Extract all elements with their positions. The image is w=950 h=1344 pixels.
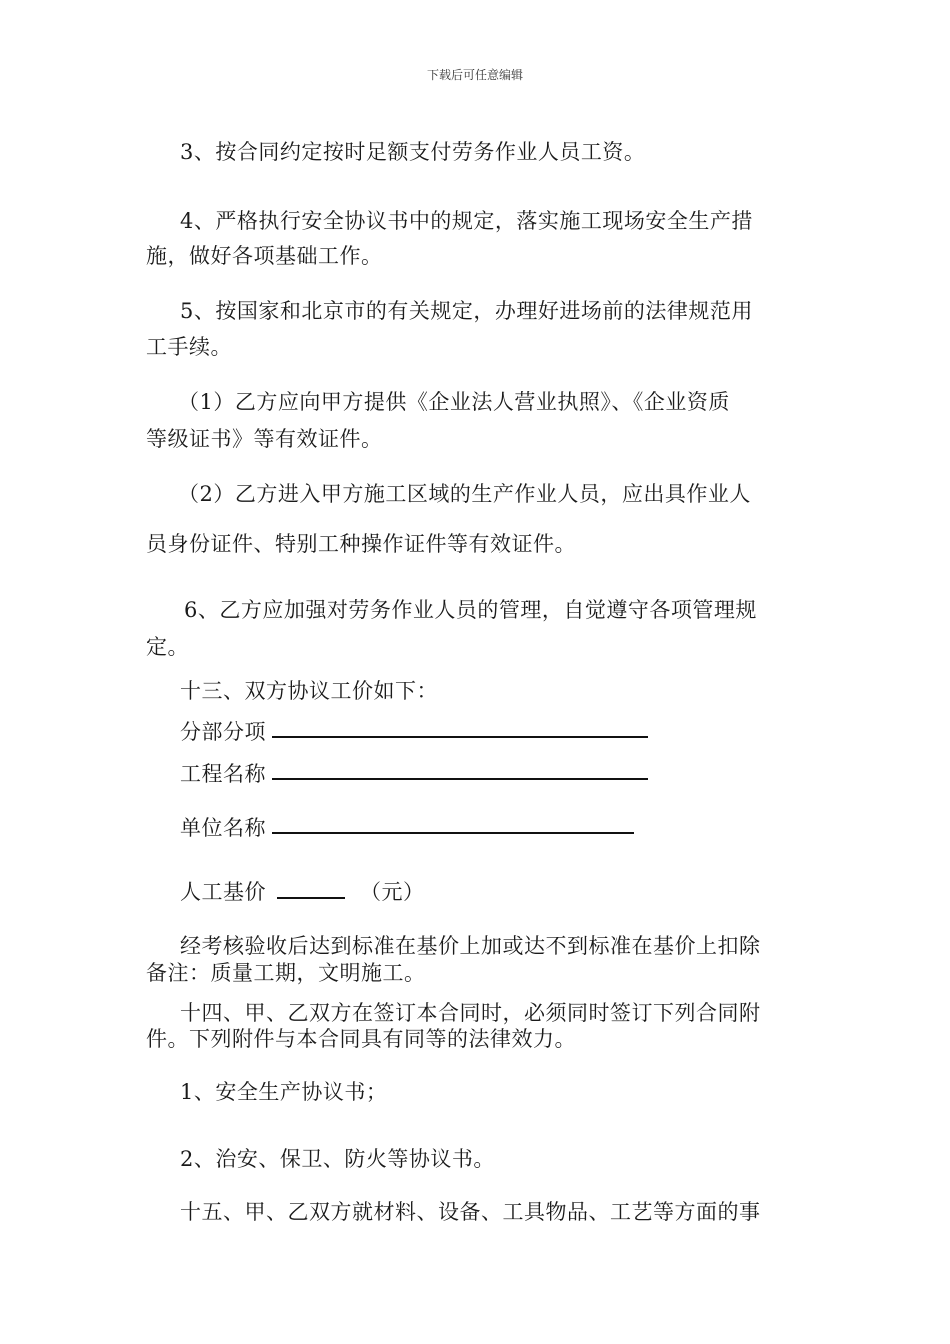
- field-label-labor-base-price: 人工基价: [180, 880, 266, 904]
- project-name-fill-line: [272, 778, 648, 780]
- clause-3: 3、按合同约定按时足额支付劳务作业人员工资。: [180, 140, 646, 164]
- clause-5-2-line2: 员身份证件、特别工种操作证件等有效证件。: [146, 532, 576, 556]
- labor-base-price-fill-line: [277, 897, 345, 899]
- section-14-line1: 十四、甲、乙双方在签订本合同时，必须同时签订下列合同附: [180, 1001, 761, 1025]
- section-15-line1: 十五、甲、乙双方就材料、设备、工具物品、工艺等方面的事: [180, 1200, 761, 1224]
- field-label-subitem: 分部分项: [180, 720, 266, 744]
- subitem-fill-line: [272, 736, 648, 738]
- clause-4-line1: 4、严格执行安全协议书中的规定，落实施工现场安全生产措: [180, 209, 753, 233]
- clause-6-line1: 6、乙方应加强对劳务作业人员的管理，自觉遵守各项管理规: [184, 598, 757, 622]
- clause-4-line2: 施，做好各项基础工作。: [146, 244, 383, 268]
- note-line1: 经考核验收后达到标准在基价上加或达不到标准在基价上扣除: [180, 934, 761, 958]
- clause-5-2-line1: （2）乙方进入甲方施工区域的生产作业人员，应出具作业人: [178, 482, 751, 506]
- unit-name-fill-line: [272, 832, 634, 834]
- clause-5-line2: 工手续。: [146, 335, 232, 359]
- clause-5-line1: 5、按国家和北京市的有关规定，办理好进场前的法律规范用: [180, 299, 753, 323]
- labor-base-price-unit: （元）: [360, 880, 425, 904]
- clause-5-1-line2: 等级证书》等有效证件。: [146, 427, 383, 451]
- section-14-line2: 件。下列附件与本合同具有同等的法律效力。: [146, 1027, 576, 1051]
- page-header: 下载后可任意编辑: [426, 68, 523, 82]
- field-label-unit-name: 单位名称: [180, 816, 266, 840]
- attachment-1: 1、安全生产协议书；: [180, 1080, 388, 1104]
- note-line2: 备注：质量工期，文明施工。: [146, 961, 426, 985]
- clause-6-line2: 定。: [146, 635, 189, 659]
- attachment-2: 2、治安、保卫、防火等协议书。: [180, 1147, 495, 1171]
- clause-5-1-line1: （1）乙方应向甲方提供《企业法人营业执照》、《企业资质: [178, 390, 730, 414]
- field-label-project-name: 工程名称: [180, 762, 266, 786]
- section-13-title: 十三、双方协议工价如下：: [180, 679, 438, 703]
